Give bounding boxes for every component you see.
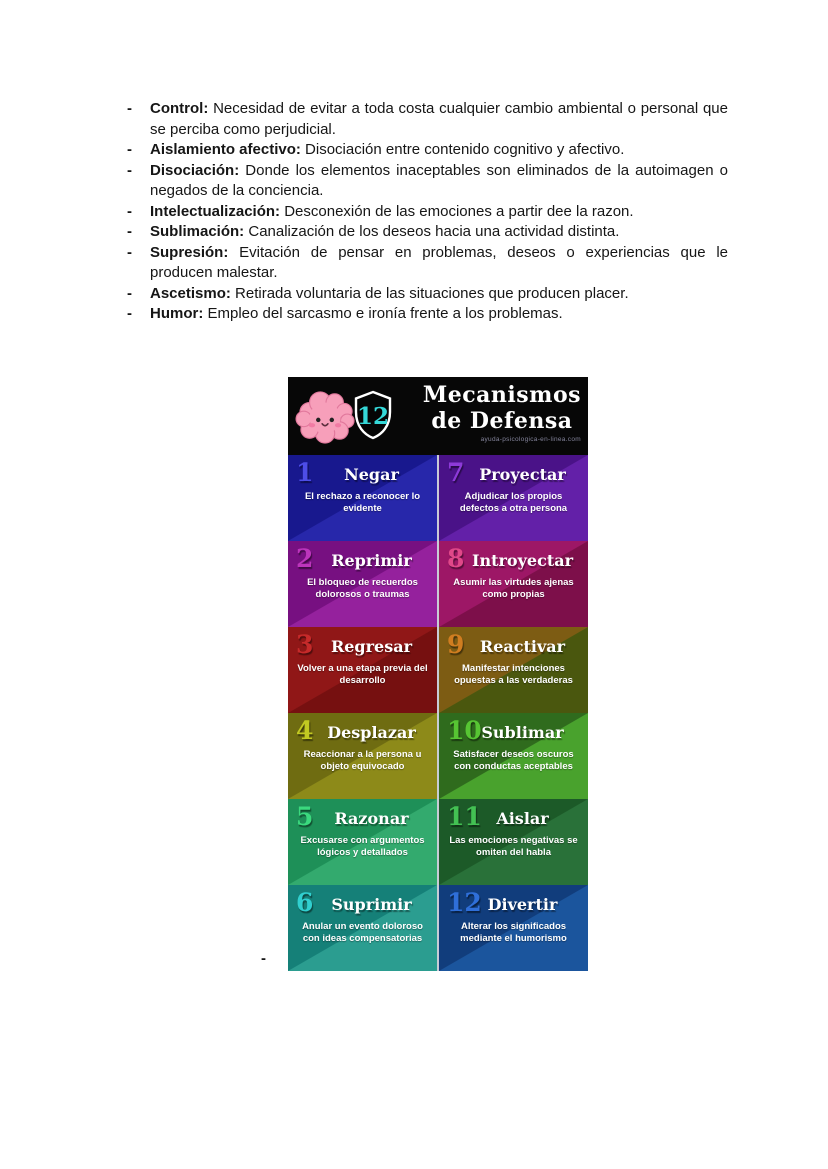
cell-number: 10	[447, 716, 482, 745]
list-definition: Evitación de pensar en problemas, deseos o experiencias que le producen malestar.	[150, 243, 729, 281]
list-term: Supresión:	[150, 243, 229, 261]
list-term: Disociación:	[150, 161, 240, 179]
list-item-text	[150, 284, 728, 305]
infographic-title	[423, 382, 581, 444]
cell-description: Manifestar intenciones opuestas a las verdaderas	[454, 663, 573, 686]
cell-title: Proyectar	[479, 465, 566, 484]
cell-description: Las emociones negativas se omiten del habla	[449, 835, 578, 858]
cell-description: El bloqueo de recuerdos dolorosos o traumas	[307, 577, 418, 600]
bullet-dash: -	[127, 284, 132, 302]
badge-number: 12	[356, 403, 390, 430]
cell-number: 2	[296, 544, 314, 573]
list-item	[127, 161, 728, 202]
bullet-dash: -	[127, 223, 132, 240]
cell-number: 5	[296, 802, 314, 831]
cell-title: Sublimar	[481, 723, 564, 742]
cell-number: 4	[296, 716, 314, 745]
list-item	[127, 202, 728, 223]
shield-12-badge-icon	[352, 390, 394, 440]
list-term: Intelectualización:	[150, 202, 281, 220]
cell-number: 9	[447, 630, 465, 659]
list-item-text	[150, 161, 728, 202]
bullet-dash: -	[127, 100, 132, 117]
cell-number: 11	[447, 802, 482, 831]
cell-title: Introyectar	[471, 551, 573, 570]
infographic-header	[288, 377, 588, 455]
list-item	[127, 99, 728, 140]
cell-description: El rechazo a reconocer lo evidente	[304, 491, 421, 514]
list-item-text	[150, 140, 728, 161]
title-line-1: Mecanismos	[422, 382, 581, 408]
list-definition: Empleo del sarcasmo e ironía frente a los problemas.	[207, 305, 563, 322]
mechanisms-grid	[288, 455, 588, 971]
cell-number: 3	[296, 630, 314, 659]
list-item	[127, 304, 728, 325]
list-term: Sublimación:	[150, 223, 245, 240]
cell-description: Adjudicar los propios defectos a otra persona	[459, 491, 568, 514]
cell-title: Razonar	[334, 809, 409, 828]
cell-introyectar	[439, 541, 588, 627]
cell-title: Regresar	[330, 637, 413, 656]
cell-suprimir	[288, 885, 437, 971]
bullet-dash: -	[127, 202, 132, 220]
cell-sublimar	[439, 713, 588, 799]
cell-title: Aislar	[496, 809, 549, 828]
list-item	[127, 284, 728, 305]
cell-razonar	[288, 799, 437, 885]
cell-description: Excusarse con argumentos lógicos y detallados	[300, 835, 425, 858]
list-item	[127, 243, 728, 284]
list-definition: Canalización de los deseos hacia una actividad distinta.	[248, 223, 620, 240]
cell-title: Desplazar	[327, 723, 416, 742]
list-item-text	[150, 304, 728, 325]
defense-mechanisms-infographic	[288, 377, 588, 971]
bullet-dash: -	[127, 305, 132, 322]
list-item-text	[150, 99, 728, 140]
cell-description: Volver a una etapa previa del desarrollo	[297, 663, 428, 686]
cell-reprimir	[288, 541, 437, 627]
list-term: Humor:	[150, 305, 204, 322]
cell-description: Asumir las virtudes ajenas como propias	[453, 577, 574, 600]
brain-icon	[295, 389, 357, 445]
list-definition: Donde los elementos inaceptables son eliminados de la autoimagen o negados de la conciencia.	[150, 161, 728, 199]
cell-description: Satisfacer deseos oscuros con conductas aceptables	[453, 749, 574, 772]
cell-reactivar	[439, 627, 588, 713]
cell-number: 12	[447, 888, 482, 917]
list-definition: Desconexión de las emociones a partir dee la razon.	[284, 202, 634, 220]
cell-description: Alterar los significados mediante el humorismo	[460, 921, 567, 944]
cell-proyectar	[439, 455, 588, 541]
cell-aislar	[439, 799, 588, 885]
list-definition: Necesidad de evitar a toda costa cualquier cambio ambiental o personal que se perciba como perjudicial.	[150, 100, 728, 138]
cell-title: Divertir	[487, 895, 558, 914]
cell-number: 7	[447, 458, 465, 487]
bullet-list	[127, 99, 728, 325]
website-url: ayuda-psicologica-en-linea.com	[480, 436, 581, 443]
cell-divertir	[439, 885, 588, 971]
list-item-text	[150, 202, 728, 223]
cell-number: 8	[447, 544, 465, 573]
list-term: Control:	[150, 100, 209, 117]
cell-title: Reactivar	[479, 637, 566, 656]
list-definition: Retirada voluntaria de las situaciones que producen placer.	[235, 284, 629, 302]
cell-title: Suprimir	[331, 895, 412, 914]
cell-negar	[288, 455, 437, 541]
list-term: Ascetismo:	[150, 284, 231, 302]
title-line-2: de Defensa	[431, 408, 573, 434]
cell-regresar	[288, 627, 437, 713]
list-item	[127, 222, 728, 243]
list-item-text	[150, 222, 728, 243]
cell-desplazar	[288, 713, 437, 799]
cell-number: 1	[296, 458, 314, 487]
bullet-dash: -	[127, 141, 132, 158]
cell-description: Reaccionar a la persona u objeto equivocado	[303, 749, 422, 772]
list-definition: Disociación entre contenido cognitivo y afectivo.	[305, 141, 625, 158]
cell-title: Reprimir	[331, 551, 412, 570]
list-item	[127, 140, 728, 161]
cell-description: Anular un evento doloroso con ideas compensatorias	[302, 921, 423, 944]
cell-title: Negar	[344, 465, 399, 484]
list-term: Aislamiento afectivo:	[150, 141, 301, 158]
bullet-dash: -	[127, 243, 132, 261]
list-item-text	[150, 243, 728, 284]
bullet-dash: -	[127, 161, 132, 179]
cell-number: 6	[296, 888, 314, 917]
trailing-dash: -	[261, 950, 266, 967]
